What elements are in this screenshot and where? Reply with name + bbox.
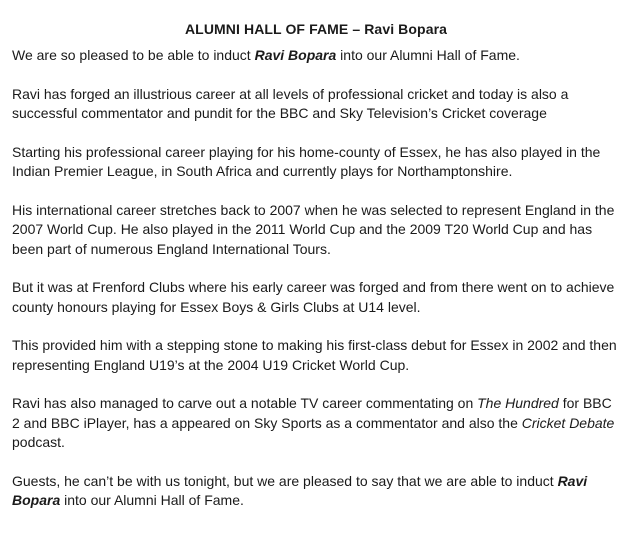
document — [12, 20, 620, 530]
paragraph-professional: Starting his professional career playing for his home-county of Essex, he has also played in the Indian Premier League, in South Africa and currently plays for Northamptonshire. — [12, 143, 601, 179]
show-title: The Hundred — [477, 395, 559, 411]
text: Guests, he can’t be with us tonight, but we are pleased to say that we are able to induct — [12, 472, 558, 489]
paragraph-intro — [12, 46, 620, 66]
show-title: Cricket Debate — [521, 414, 615, 431]
text: into our Alumni Hall of Fame. — [60, 492, 244, 508]
document-title: ALUMNI HALL OF FAME – Ravi Bopara — [184, 21, 448, 37]
text: We are so pleased to be able to induct — [12, 47, 255, 63]
paragraph-career: Ravi has forged an illustrious career at all levels of professional cricket and today is also a successful commentator and pundit for the BBC and Sky Television’s Cricket coverage — [12, 85, 569, 121]
paragraph-international: His international career stretches back to 2007 when he was selected to represent England in the 2007 World Cup. He also played in the 2011 World Cup and the 2009 T20 World Cup and has been part of numerous England International Tours. — [12, 201, 615, 257]
inductee-name: Ravi Bopara — [12, 472, 588, 508]
text: podcast. — [12, 434, 65, 450]
paragraph-debut: This provided him with a stepping stone to making his first-class debut for Essex in 2002 and then representing England U19’s at the 2004 U19 Cricket World Cup. — [12, 337, 617, 373]
paragraph-tv-career — [12, 394, 620, 453]
text: into our Alumni Hall of Fame. — [336, 47, 520, 63]
paragraph-frenford: But it was at Frenford Clubs where his early career was forged and from there went on to achieve county honours playing for Essex Boys & Girls Clubs at U14 level. — [12, 279, 615, 315]
text: for BBC 2 and BBC iPlayer, has a appeared on Sky Sports as a commentator and also the — [12, 395, 612, 431]
text: Ravi has also managed to carve out a notable TV career commentating on — [12, 395, 478, 411]
inductee-name: Ravi Bopara — [254, 47, 337, 63]
paragraph-closing — [12, 472, 620, 511]
